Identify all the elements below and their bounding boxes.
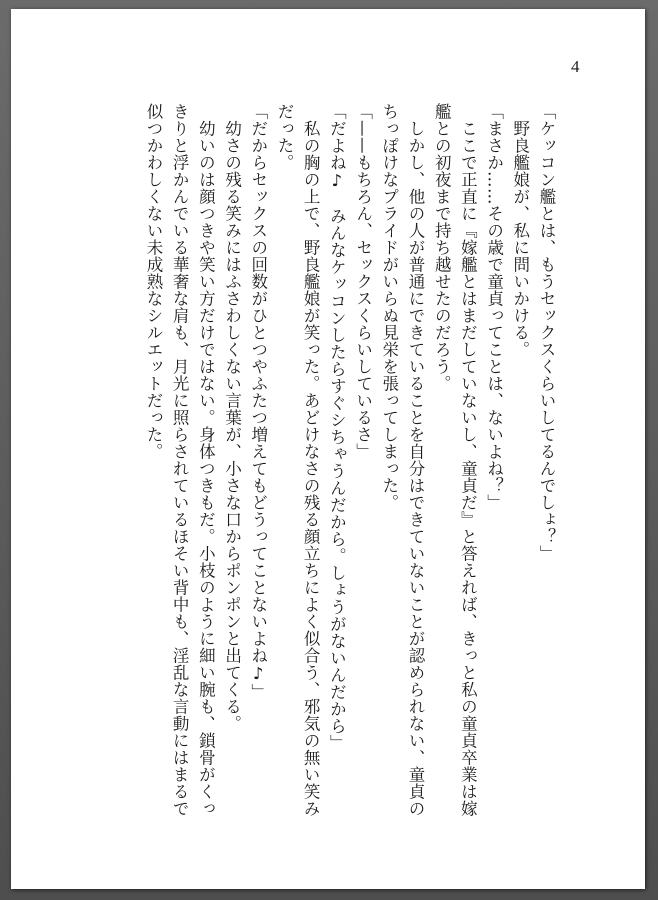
- paragraph: 私の胸の上で、野良艦娘が笑った。あどけなさの残る顔立ちによく似合う、邪気の無い笑みだった。: [274, 103, 321, 817]
- paragraph: ここで正直に『嫁艦とはまだしていないし、童貞だ』と答えれば、きっと私の童貞卒業は嫁艦との初夜まで持ち越せたのだろう。: [432, 103, 478, 817]
- paragraph: 幼いのは顔つきや笑い方だけではない。身体つきもだ。小枝のように細い腕も、鎖骨がくっきりと浮かんでいる華奢な肩も、月光に照らされているほそい背中も、淫乱な言動にはまるで似つかわしくない未成熟なシルエットだった。: [143, 103, 216, 817]
- paragraph: 「だよね♪ みんなケッコンしたらすぐシちゃうんだから。しょうがないんだから」: [327, 103, 347, 752]
- paragraph: 「——もちろん、セックスくらいしているさ」: [353, 103, 373, 460]
- page-number: 4: [571, 57, 580, 76]
- paragraph: 「まさか……その歳で童貞ってことは、ないよね？」: [484, 103, 504, 511]
- paragraph: 「ケッコン艦とは、もうセックスくらいしてるんでしょ？」: [537, 103, 556, 562]
- paragraph: 野良艦娘が、私に問いかける。: [510, 103, 530, 358]
- paragraph: 幼さの残る笑みにはふさわしくない言葉が、小さな口からポンポンと出てくる。: [222, 103, 242, 732]
- paragraph: 「だからセックスの回数がひとつやふたつ増えてもどうってことないよね♪」: [248, 103, 268, 701]
- vertical-text-body: [140, 103, 559, 829]
- document-page: [11, 9, 645, 889]
- paragraph: しかし、他の人が普通にできていることを自分はできていないことが認められない、童貞のちっぽけなプライドがいらぬ見栄を張ってしまった。: [379, 103, 425, 817]
